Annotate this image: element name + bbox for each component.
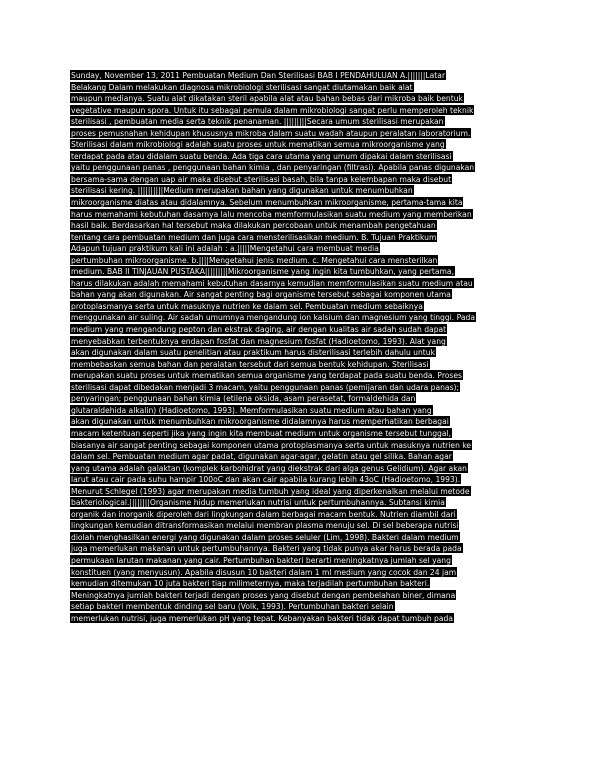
highlighted-text: medium yang mengandung pepton dan ekstrak daging, air dengan kualitas air sadah sudah dapat [71, 325, 447, 335]
highlighted-text: harus dilakukan adalah memahami kebutuhan dasarnya kemudian memformulasikan suatu medium atau [71, 278, 473, 288]
text-line [70, 543, 530, 555]
text-line [70, 105, 530, 117]
highlighted-text: larut atau cair pada suhu hampir 100oC dan akan cair apabila kurang lebih 43oC (Hadioetomo, 1993). [71, 475, 461, 485]
text-line [70, 405, 530, 417]
highlighted-text: yang utama adalah galaktan (komplek karbohidrat yang diekstrak dari alga genus Gelidium). Agar akan [71, 463, 467, 473]
text-line [70, 370, 530, 382]
highlighted-text: akan digunakan dalam suatu penelitian atau praktikum harus disterilisasi terlebih dahulu untuk [71, 348, 435, 358]
text-line [70, 347, 530, 359]
highlighted-text: organik dan inorganik diperoleh dari lingkungan dalam berbagai macam bentuk. Nutrien diambil dari [71, 509, 456, 519]
text-line [70, 312, 530, 324]
text-line [70, 613, 530, 625]
highlighted-text: Meningkatnya jumlah bakteri terjadi dengan proses yang disebut dengan pembelahan biner, dimana [71, 590, 456, 600]
text-line [70, 278, 530, 290]
highlighted-text: menggunakan air suling. Air sadah umumnya mengandung ion kalsium dan magnesium yang tinggi. Pada [71, 313, 475, 323]
document-text-block [70, 70, 530, 624]
highlighted-text: menyebabkan terbentuknya endapan fosfat dan magnesium fosfat (Hadioetomo, 1993). Alat yang [71, 336, 446, 346]
text-line [70, 520, 530, 532]
text-line [70, 151, 530, 163]
text-line [70, 393, 530, 405]
text-line [70, 162, 530, 174]
highlighted-text: terdapat pada atau didalam suatu benda. Ada tiga cara utama yang umum dipakai dalam sterilisasi [71, 151, 452, 161]
text-line [70, 451, 530, 463]
text-line [70, 128, 530, 140]
highlighted-text: hasil baik. Berdasarkan hal tersebut maka dilakukan percobaan untuk menambah pengetahuan [71, 221, 436, 231]
text-line [70, 220, 530, 232]
highlighted-text: lingkungan kemudian ditransformasikan melalui membran plasma menuju sel. Di sel beberapa nutrisi [71, 521, 459, 531]
text-line [70, 70, 530, 82]
highlighted-text: diolah menghasilkan energi yang digunakan dalam proses seluler (Lim, 1998). Bakteri dalam medium [71, 532, 459, 542]
highlighted-text: dalam sel. Pembuatan medium agar padat, digunakan agar-agar, gelatin atau gel silika. Bahan agar [71, 452, 452, 462]
highlighted-text: tentang cara pembuatan medium dan juga cara mensterilisasikan medium. B. Tujuan Praktikum [71, 232, 437, 242]
highlighted-text: macam ketentuan seperti jika yang ingin kita membuat medium untuk organisme tersebut tunggal, [71, 428, 452, 438]
text-line [70, 555, 530, 567]
highlighted-text: akan digunakan untuk menumbuhkan mikroorganisme didalamnya harus memperhatikan berbagai [71, 417, 449, 427]
highlighted-text: bahan yang akan digunakan. Air sangat penting bagi organisme tersebut sebagai komponen utama [71, 290, 451, 300]
text-line [70, 197, 530, 209]
text-line [70, 486, 530, 498]
text-line [70, 382, 530, 394]
highlighted-text: bersama-sama dengan uap air maka disebut sterilisasi basah, bila tanpa kelembapan maka disebut [71, 174, 452, 184]
text-line [70, 416, 530, 428]
highlighted-text: harus memahami kebutuhan dasarnya lalu mencoba memformulasikan suatu medium yang memberikan [71, 209, 472, 219]
text-line [70, 93, 530, 105]
text-line [70, 601, 530, 613]
highlighted-text: setiap bakteri membentuk dinding sel baru (Volk, 1993). Pertumbuhan bakteri selain [71, 602, 394, 612]
text-line [70, 324, 530, 336]
text-line [70, 567, 530, 579]
highlighted-text: protoplasmanya serta untuk masuknya nutrien ke dalam sel. Pembuatan medium sebaiknya [71, 301, 423, 311]
highlighted-text: vegetative maupun spora. Untuk itu sebagai pemula dalam mikrobiologi sangat perlu memperoleh teknik [71, 105, 474, 115]
text-line [70, 209, 530, 221]
highlighted-text: Adapun tujuan praktikum kali ini adalah : a.|||||Mengetahui cara membuat media [71, 244, 379, 254]
highlighted-text: biasanya air sangat penting sebagai komponen utama protoplasmanya serta untuk masuknya nutrien ke [71, 440, 472, 450]
text-line [70, 289, 530, 301]
text-line [70, 590, 530, 602]
highlighted-text: medium. BAB II TINJAUAN PUSTAKA|||||||||Mikroorganisme yang ingin kita tumbuhkan, yang pertama, [71, 267, 454, 277]
text-line [70, 532, 530, 544]
highlighted-text: kemudian ditemukan 10 juta bakteri tiap milimeternya, maka terjadilah pertumbuhan bakteri. [71, 579, 430, 589]
text-line [70, 116, 530, 128]
text-line [70, 474, 530, 486]
text-line [70, 578, 530, 590]
text-line [70, 428, 530, 440]
text-line [70, 243, 530, 255]
highlighted-text: pertumbuhan mikroorganisme. b.||||Mengetahui jenis medium. c. Mengetahui cara mensterilkan [71, 255, 438, 265]
highlighted-text: proses pemusnahan kehidupan khususnya mikroba dalam suatu wadah ataupun peralatan laboratorium. [71, 128, 471, 138]
text-line [70, 336, 530, 348]
highlighted-text: membebaskan semua bahan dan peralatan tersebut dari semua bentuk kehidupan. Sterilisasi [71, 359, 429, 369]
text-line [70, 255, 530, 267]
text-line [70, 463, 530, 475]
highlighted-text: Menurut Schlegel (1993) agar merupakan media tumbuh yang ideal yang diperkenalkan melalui metode [71, 486, 470, 496]
highlighted-text: Belakang Dalam melakukan diagnosa mikrobiologi sterilisasi sangat diutamakan baik alat [71, 82, 413, 92]
highlighted-text: yaitu penggunaan panas , penggunaan bahan kimia , dan penyaringan (filtrasi). Apabila panas digunakan [71, 163, 475, 173]
text-line [70, 497, 530, 509]
highlighted-text: penyaringan; penggunaan bahan kimia (etilena oksida, asam perasetat, formaldehida dan [71, 394, 416, 404]
highlighted-text: bakteriological.||||||||Organisme hidup memerlukan nutrisi untuk pertumbuhannya. Subtansi kimia [71, 498, 445, 508]
highlighted-text: sterilisasi dapat dibedakan menjadi 3 macam, yaitu penggunaan panas (pemijaran dan udara panas); [71, 382, 460, 392]
text-line [70, 232, 530, 244]
text-line [70, 301, 530, 313]
highlighted-text: memerlukan nutrisi, juga memerlukan pH yang tepat. Kebanyakan bakteri tidak dapat tumbuh pada [71, 613, 453, 623]
highlighted-text: glutaraldehida alkalin) (Hadioetomo, 1993). Memformulasikan suatu medium atau bahan yang [71, 405, 432, 415]
highlighted-text: juga memerlukan makanan untuk pertumbuhannya. Bakteri yang tidak punya akar harus berada pada [71, 544, 462, 554]
text-line [70, 359, 530, 371]
highlighted-text: permukaan larutan makanan yang cair. Pertumbuhan bakteri berarti meningkatnya jumlah sel yang [71, 555, 451, 565]
highlighted-text: Sunday, November 13, 2011 Pembuatan Medium Dan Sterilisasi BAB I PENDAHULUAN A.|||||||Latar [71, 71, 446, 80]
text-line [70, 440, 530, 452]
text-line [70, 82, 530, 94]
text-line [70, 174, 530, 186]
highlighted-text: konstituen (yang menyusun). Apabila disusun 10 bakteri dalam 1 ml medium yang cocok dan 24 jam [71, 567, 457, 577]
text-line [70, 266, 530, 278]
highlighted-text: Sterilisasi dalam mikrobiologi adalah suatu proses untuk mematikan semua mikroorganisme yang [71, 140, 445, 150]
highlighted-text: sterilisasi , pembuatan media serta teknik penanaman. |||||||||Secara umum sterilisasi merupakan [71, 117, 444, 127]
highlighted-text: sterilisasi kering. ||||||||||Medium merupakan bahan yang digunakan untuk menumbuhkan [71, 186, 413, 196]
highlighted-text: merupakan suatu proses untuk mematikan semua organisme yang terdapat pada suatu benda. Proses [71, 371, 463, 381]
text-line [70, 509, 530, 521]
text-line [70, 139, 530, 151]
text-line [70, 185, 530, 197]
highlighted-text: maupun medianya. Suatu alat dikatakan steril apabila alat atau bahan bebas dari mikroba baik bentuk [71, 94, 463, 104]
highlighted-text: mikroorganisme diatas atau didalamnya. Sebelum menumbuhkan mikroorganisme, pertama-tama kita [71, 198, 463, 208]
